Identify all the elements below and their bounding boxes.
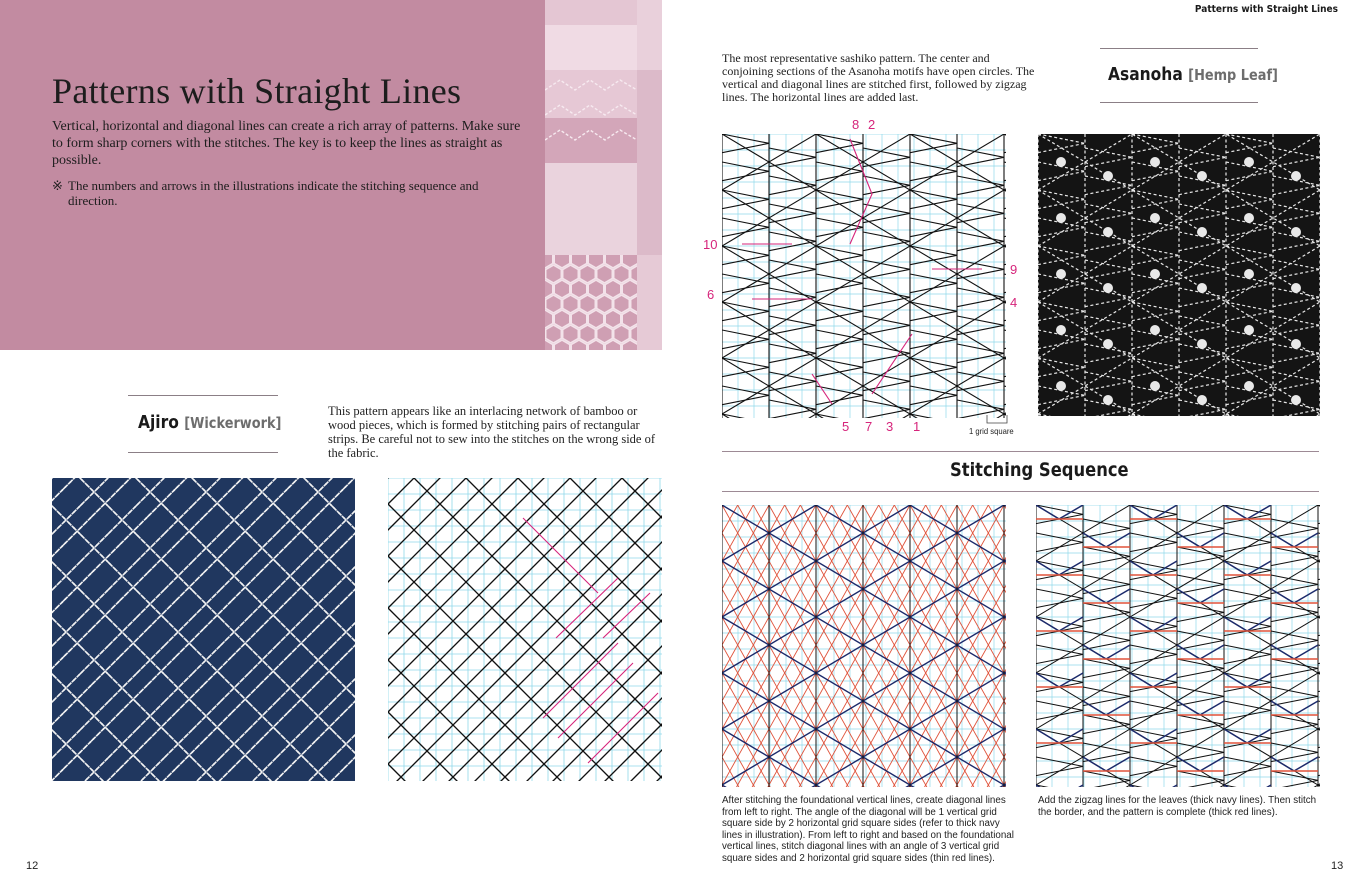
sequence-diagram-step2 bbox=[1036, 505, 1320, 787]
chapter-intro-text: Vertical, horizontal and diagonal lines can create a rich array of patterns. Make sure to form sharp corners with the stitches. The key is to keep the lines as straight as possible. bbox=[52, 119, 521, 168]
ajiro-subtitle: [Wickerwork] bbox=[184, 414, 282, 432]
sequence-number: 8 bbox=[852, 117, 860, 132]
sequence-number: 2 bbox=[868, 117, 876, 132]
note-mark: ※ bbox=[52, 178, 63, 193]
sequence-caption-right: Add the zigzag lines for the leaves (thick navy lines). Then stitch the border, and the pattern is complete (thick red lines). bbox=[1038, 795, 1317, 818]
pattern-swatch bbox=[637, 255, 662, 350]
sequence-number: 10 bbox=[703, 237, 718, 252]
section-rule-bottom bbox=[722, 491, 1319, 492]
ajiro-name: Ajiro bbox=[138, 412, 179, 433]
asanoha-subtitle: [Hemp Leaf] bbox=[1188, 66, 1278, 84]
pattern-swatch bbox=[545, 25, 637, 70]
page-number-left: 12 bbox=[26, 860, 39, 872]
grid-scale-label: 1 grid square bbox=[969, 426, 1014, 436]
sequence-number: 1 bbox=[913, 419, 921, 434]
heading-rule-top bbox=[1100, 48, 1258, 49]
pattern-swatch bbox=[545, 0, 637, 25]
section-rule-top bbox=[722, 451, 1319, 452]
asanoha-description: The most representative sashiko pattern. The center and conjoining sections of the Asanoha motifs have open circles. The vertical and diagonal lines are stitched first, followed by zigzag lines. The horizontal lines are added last. bbox=[722, 51, 1035, 104]
note-line-1: The numbers and arrows in the illustrations indicate the stitching sequence and bbox=[68, 178, 479, 193]
ajiro-fabric-photo bbox=[52, 478, 355, 781]
note-line-2: direction. bbox=[68, 193, 118, 208]
ajiro-heading bbox=[138, 412, 281, 433]
page-number-right: 13 bbox=[1331, 860, 1344, 872]
zigzag-swatch-pattern bbox=[545, 70, 637, 163]
heading-rule-bottom bbox=[128, 452, 278, 453]
sequence-number: 4 bbox=[1010, 295, 1018, 310]
chapter-header-panel bbox=[0, 0, 662, 350]
sequence-number: 6 bbox=[707, 287, 715, 302]
asanoha-heading bbox=[1108, 64, 1278, 85]
ajiro-diagram bbox=[388, 478, 662, 781]
illustration-note bbox=[52, 178, 512, 208]
sequence-number: 5 bbox=[842, 419, 850, 434]
sequence-number: 3 bbox=[886, 419, 894, 434]
sequence-number: 7 bbox=[865, 419, 873, 434]
heading-rule-top bbox=[128, 395, 278, 396]
page-title: Patterns with Straight Lines bbox=[52, 71, 462, 111]
running-head: Patterns with Straight Lines bbox=[1194, 4, 1338, 15]
pattern-swatch bbox=[637, 0, 662, 70]
grid-scale-bracket bbox=[985, 415, 1010, 425]
stitching-sequence-title: Stitching Sequence bbox=[950, 459, 1129, 481]
pattern-swatch bbox=[637, 70, 662, 255]
pattern-swatch bbox=[545, 163, 637, 255]
hexagon-swatch-pattern bbox=[545, 255, 637, 350]
asanoha-name: Asanoha bbox=[1108, 64, 1183, 85]
sequence-number: 9 bbox=[1010, 262, 1018, 277]
sequence-caption-left: After stitching the foundational vertical lines, create diagonal lines from left to right. The angle of the diagonal will be 1 vertical grid square side by 2 horizontal grid square sides (refer to thick navy lines in illustration). From left to right and based on the foundational vertical lines, stitch diagonal lines with an angle of 3 vertical grid square sides and 2 horizontal grid square sides (thin red lines). bbox=[722, 795, 1014, 864]
asanoha-fabric-photo bbox=[1038, 134, 1320, 416]
sequence-diagram-step1 bbox=[722, 505, 1006, 787]
heading-rule-bottom bbox=[1100, 102, 1258, 103]
ajiro-description: This pattern appears like an interlacing network of bamboo or wood pieces, which is formed by stitching pairs of rectangular strips. Be careful not to sew into the stitches on the wrong side of the fabric. bbox=[328, 404, 656, 460]
asanoha-diagram bbox=[722, 134, 1006, 418]
